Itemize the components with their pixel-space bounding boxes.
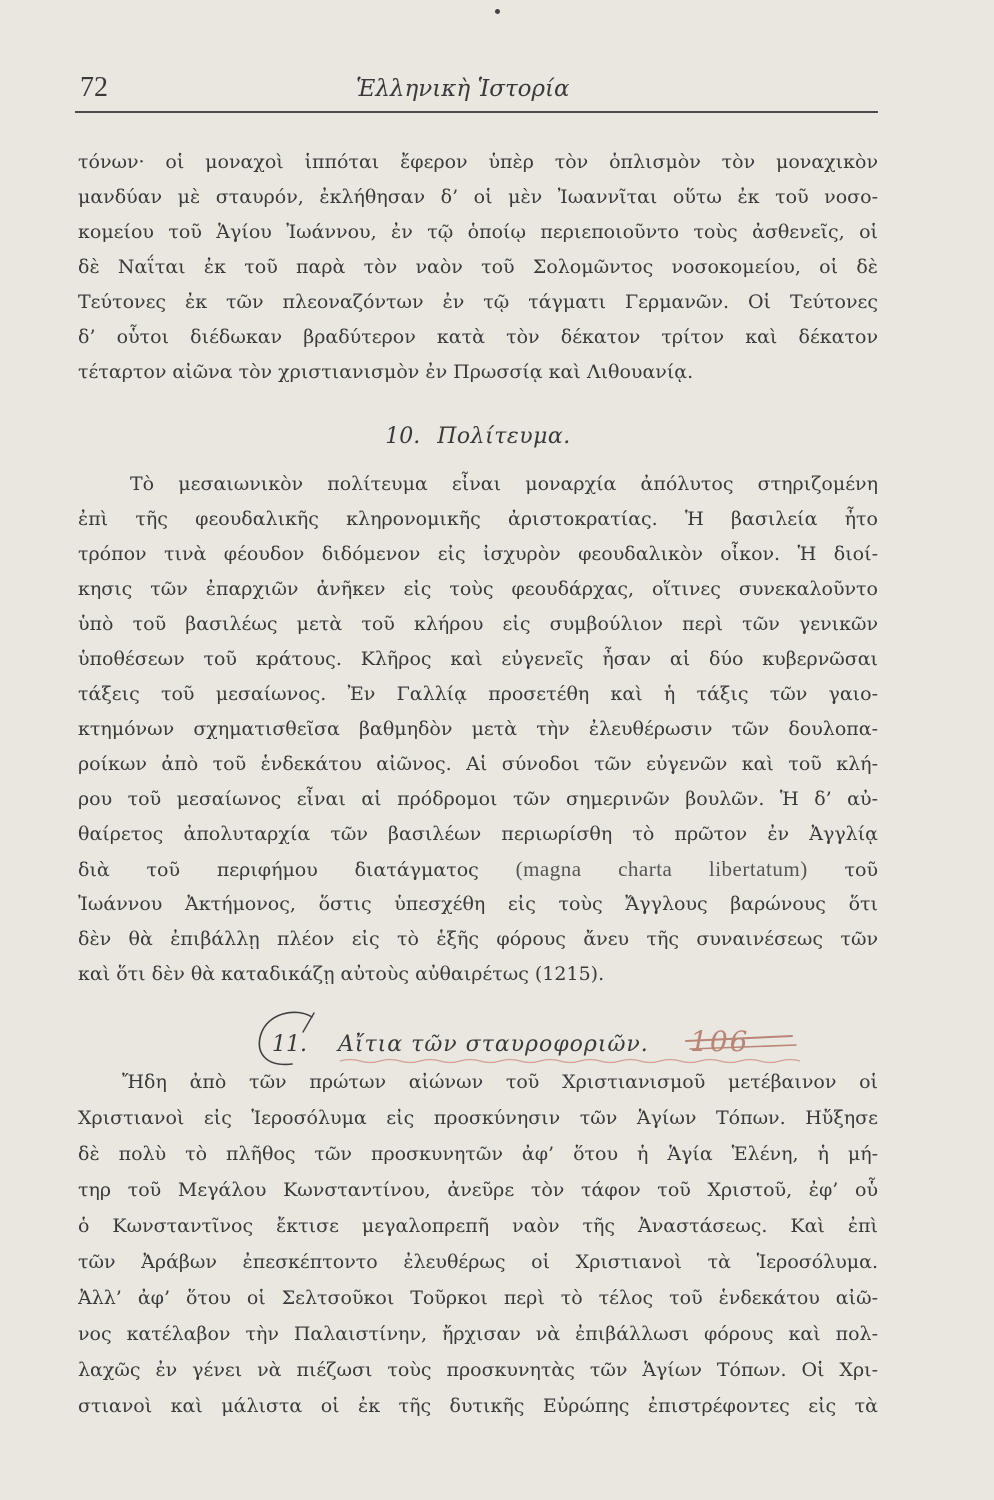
- text-line: νος κατέλαβον τὴν Παλαιστίνην, ἤρχισαν νὰ ἐπιβάλλωσι φόρους καὶ πολ-: [78, 1323, 878, 1345]
- section-10-paragraph: [78, 467, 878, 992]
- section-11-paragraph: [78, 1064, 878, 1424]
- ink-dot: [495, 9, 500, 14]
- text-line: [78, 852, 878, 887]
- latin-phrase: (magna charta libertatum): [515, 857, 808, 881]
- text-line: κησις τῶν ἐπαρχιῶν ἀνῆκεν εἰς τοὺς φεουδάρχας, οἵτινες συνεκαλοῦντο: [78, 578, 878, 600]
- text-line: ὑποθέσεων τοῦ κράτους. Κλῆρος καὶ εὐγενεῖς ἦσαν αἱ δύο κυβερνῶσαι: [78, 648, 878, 670]
- text-line: λαχῶς ἐν γένει νὰ πιέζωσι τοὺς προσκυνητὰς τῶν Ἁγίων Τόπων. Οἱ Χρι-: [78, 1359, 878, 1381]
- text-line: κτημόνων σχηματισθεῖσα βαθμηδὸν μετὰ τὴν ἐλευθέρωσιν τῶν δουλοπα-: [78, 718, 878, 740]
- text-line: ὑπὸ τοῦ βασιλέως μετὰ τοῦ κλήρου εἰς συμβούλιον περὶ τῶν γενικῶν: [78, 613, 878, 635]
- text-line: δὲν θὰ ἐπιβάλλῃ πλέον εἰς τὸ ἑξῆς φόρους ἄνευ τῆς συναινέσεως τῶν: [78, 928, 878, 950]
- page-number: 72: [80, 72, 108, 103]
- running-title: Ἑλληνικὴ Ἱστορία: [356, 76, 570, 102]
- text-line: Χριστιανοὶ εἰς Ἱεροσόλυμα εἰς προσκύνησιν τῶν Ἁγίων Τόπων. Ηὔξησε: [78, 1107, 878, 1129]
- text-line: δὲ Ναΐται ἐκ τοῦ παρὰ τὸν ναὸν τοῦ Σολομῶντος νοσοκομείου, οἱ δὲ: [78, 256, 878, 278]
- text-line: καὶ ὅτι δὲν θὰ καταδικάζῃ αὐτοὺς αὐθαιρέτως (1215).: [78, 963, 605, 985]
- text-line: Τὸ μεσαιωνικὸν πολίτευμα εἶναι μοναρχία ἀπόλυτος στηριζομένη: [130, 473, 878, 495]
- text-line: Ἀλλ’ ἀφ’ ὅτου οἱ Σελτσοῦκοι Τοῦρκοι περὶ τὸ τέλος τοῦ ἑνδεκάτου αἰῶ-: [78, 1287, 878, 1309]
- text-line: τάξεις τοῦ μεσαίωνος. Ἐν Γαλλίᾳ προσετέθη καὶ ἡ τάξις τῶν γαιο-: [78, 683, 878, 705]
- text-line: τόνων· οἱ μοναχοὶ ἱππόται ἔφερον ὑπὲρ τὸν ὁπλισμὸν τὸν μοναχικὸν: [78, 151, 878, 173]
- text-line: ὁ Κωνσταντῖνος ἔκτισε μεγαλοπρεπῆ ναὸν τῆς Ἀναστάσεως. Καὶ ἐπὶ: [78, 1215, 878, 1237]
- text-line: Ἤδη ἀπὸ τῶν πρώτων αἰώνων τοῦ Χριστιανισμοῦ μετέβαινον οἱ: [122, 1071, 878, 1093]
- text-line: Ἰωάννου Ἀκτήμονος, ὅστις ὑπεσχέθη εἰς τοὺς Ἄγγλους βαρώνους ὅτι: [78, 893, 878, 915]
- intro-paragraph: [78, 145, 878, 390]
- text-line: Τεύτονες ἐκ τῶν πλεοναζόντων ἐν τῷ τάγματι Γερμανῶν. Οἱ Τεύτονες: [78, 291, 878, 313]
- handwritten-margin-note: 106: [690, 1025, 750, 1058]
- section-number: 10.: [385, 424, 421, 449]
- text-fragment: τοῦ: [844, 859, 878, 881]
- text-line: ἐπὶ τῆς φεουδαλικῆς κληρονομικῆς ἀριστοκρατίας. Ἡ βασιλεία ἦτο: [78, 508, 878, 530]
- text-line: στιανοὶ καὶ μάλιστα οἱ ἐκ τῆς δυτικῆς Εὐρώπης ἐπιστρέφοντες εἰς τὰ: [78, 1395, 878, 1417]
- text-fragment: διὰ τοῦ περιφήμου διατάγματος: [78, 859, 479, 881]
- section-number: 11.: [272, 1032, 307, 1057]
- text-line: ροίκων ἀπὸ τοῦ ἑνδεκάτου αἰῶνος. Αἱ σύνοδοι τῶν εὐγενῶν καὶ τοῦ κλή-: [78, 753, 878, 775]
- text-line: τηρ τοῦ Μεγάλου Κωνσταντίνου, ἀνεῦρε τὸν τάφον τοῦ Χριστοῦ, ἐφ’ οὗ: [78, 1179, 878, 1201]
- section-title: Αἴτια τῶν σταυροφοριῶν.: [338, 1032, 649, 1057]
- text-line: δ’ οὗτοι διέδωκαν βραδύτερον κατὰ τὸν δέκατον τρίτον καὶ δέκατον: [78, 326, 878, 348]
- text-line: θαίρετος ἀπολυταρχία τῶν βασιλέων περιωρίσθη τὸ πρῶτον ἐν Ἀγγλίᾳ: [78, 823, 878, 845]
- text-line: ρου τοῦ μεσαίωνος εἶναι αἱ πρόδρομοι τῶν σημερινῶν βουλῶν. Ἡ δ’ αὐ-: [78, 788, 878, 810]
- text-line: μανδύαν μὲ σταυρόν, ἐκλήθησαν δ’ οἱ μὲν Ἰωαννῖται οὕτω ἐκ τοῦ νοσο-: [78, 186, 878, 208]
- text-line: τῶν Ἀράβων ἐπεσκέπτοντο ἐλευθέρως οἱ Χριστιανοὶ τὰ Ἱεροσόλυμα.: [78, 1251, 878, 1273]
- header-rule: [75, 111, 878, 113]
- text-line: τέταρτον αἰῶνα τὸν χριστιανισμὸν ἐν Πρωσσίᾳ καὶ Λιθουανίᾳ.: [78, 361, 694, 383]
- text-line: κομείου τοῦ Ἁγίου Ἰωάννου, ἐν τῷ ὁποίῳ περιεποιοῦντο τοὺς ἀσθενεῖς, οἱ: [78, 221, 878, 243]
- text-line: δὲ πολὺ τὸ πλῆθος τῶν προσκυνητῶν ἀφ’ ὅτου ἡ Ἁγία Ἑλένη, ἡ μή-: [78, 1143, 878, 1165]
- section-title: Πολίτευμα.: [437, 424, 571, 449]
- text-line: τρόπον τινὰ φέουδον διδόμενον εἰς ἰσχυρὸν φεουδαλικὸν οἶκον. Ἡ διοί-: [78, 543, 878, 565]
- section-heading: [78, 419, 878, 455]
